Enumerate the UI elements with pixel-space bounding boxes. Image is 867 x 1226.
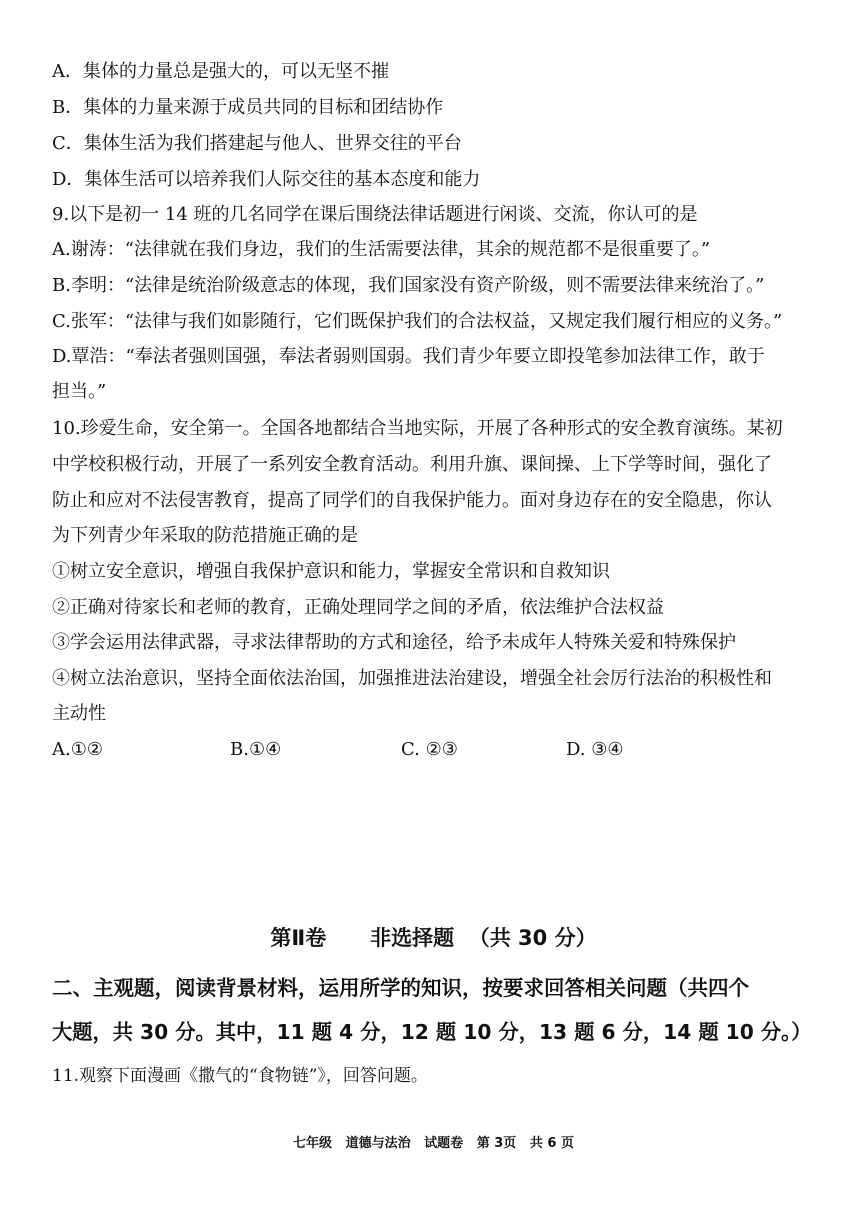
q8-option-a: A．集体的力量总是强大的，可以无坚不摧 [52, 61, 389, 82]
q10-choice-d: D. ③④ [566, 739, 624, 760]
section-heading-line-1: 二、主观题，阅读背景材料，运用所学的知识，按要求回答相关问题（共四个 [52, 976, 749, 1000]
q10-item-4: ④树立法治意识，坚持全面依法治国，加强推进法治建设，增强全社会厉行法治的积极性和 [52, 668, 772, 689]
q9-option-b: B.李明：“法律是统治阶级意志的体现，我们国家没有资产阶级，则不需要法律来统治了。” [52, 275, 765, 296]
q10-stem-line-2: 中学校积极行动，开展了一系列安全教育活动。利用升旗、课间操、上下学等时间，强化了 [52, 454, 772, 475]
q9-option-a: A.谢涛：“法律就在我们身边，我们的生活需要法律，其余的规范都不是很重要了。” [52, 239, 711, 260]
q10-stem-line-1: 10.珍爱生命，安全第一。全国各地都结合当地实际，开展了各种形式的安全教育演练。某初 [52, 418, 783, 439]
q10-choice-b: B.①④ [230, 739, 282, 760]
page-footer: 七年级 道德与法治 试题卷 第 3页 共 6 页 [293, 1136, 574, 1151]
q10-item-4-cont: 主动性 [52, 703, 106, 724]
q9-stem: 9.以下是初一 14 班的几名同学在课后围绕法律话题进行闲谈、交流，你认可的是 [52, 204, 698, 225]
q9-option-c: C.张军：“法律与我们如影随行，它们既保护我们的合法权益，又规定我们履行相应的义务。” [52, 311, 783, 332]
q10-choice-c: C. ②③ [401, 739, 458, 760]
q9-option-d-cont: 担当。” [52, 381, 107, 402]
section-title: 第Ⅱ卷 非选择题 （共 30 分） [270, 926, 597, 950]
q10-item-3: ③学会运用法律武器，寻求法律帮助的方式和途径，给予未成年人特殊关爱和特殊保护 [52, 632, 736, 653]
q11-stem: 11.观察下面漫画《撒气的“食物链”》，回答问题。 [52, 1066, 428, 1086]
section-heading-line-2: 大题，共 30 分。其中，11 题 4 分，12 题 10 分，13 题 6 分，14 题 10 分。） [52, 1020, 812, 1044]
q9-option-d: D.覃浩：“奉法者强则国强，奉法者弱则国弱。我们青少年要立即投笔参加法律工作，敢于 [52, 346, 765, 367]
q8-option-b: B．集体的力量来源于成员共同的目标和团结协作 [52, 97, 444, 118]
q10-choice-a: A.①② [52, 739, 103, 760]
q8-option-c: C．集体生活为我们搭建起与他人、世界交往的平台 [52, 133, 462, 154]
q8-option-d: D．集体生活可以培养我们人际交往的基本态度和能力 [52, 169, 481, 190]
q10-item-2: ②正确对待家长和老师的教育，正确处理同学之间的矛盾，依法维护合法权益 [52, 597, 664, 618]
q10-item-1: ①树立安全意识，增强自我保护意识和能力，掌握安全常识和自救知识 [52, 561, 610, 582]
q10-stem-line-3: 防止和应对不法侵害教育，提高了同学们的自我保护能力。面对身边存在的安全隐患，你认 [52, 490, 772, 511]
q10-stem-line-4: 为下列青少年采取的防范措施正确的是 [52, 525, 358, 546]
